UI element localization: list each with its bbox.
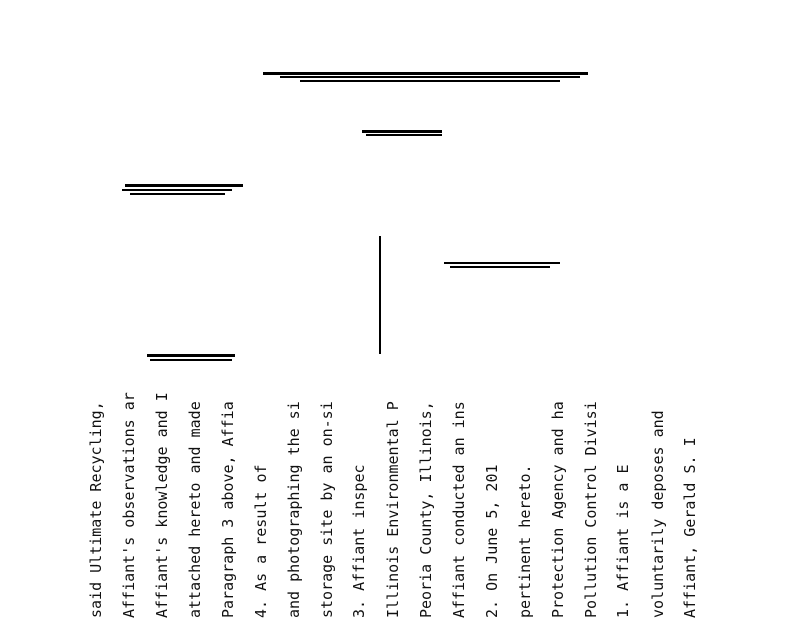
- body-line: storage site by an on-si: [318, 401, 336, 618]
- body-line: Affiant, Gerald S. I: [681, 437, 699, 618]
- body-line: Affiant's knowledge and I: [153, 392, 171, 618]
- body-line: and photographing the si: [285, 401, 303, 618]
- body-line: 2. On June 5, 201: [483, 464, 501, 618]
- body-line: 1. Affiant is a E: [614, 464, 632, 618]
- body-line: Illinois Environmental P: [384, 401, 402, 618]
- body-line: attached hereto and made: [186, 401, 204, 618]
- body-line: pertinent hereto.: [516, 464, 534, 618]
- body-line: Peoria County, Illinois,: [417, 401, 435, 618]
- body-line: Pollution Control Divisi: [582, 401, 600, 618]
- body-line: Affiant's observations ar: [120, 392, 138, 618]
- body-line: Protection Agency and ha: [549, 401, 567, 618]
- body-line: 3. Affiant inspec: [350, 464, 368, 618]
- body-line: Paragraph 3 above, Affia: [219, 401, 237, 618]
- body-line: Affiant conducted an ins: [450, 401, 468, 618]
- body-line: voluntarily deposes and: [649, 410, 667, 618]
- body-line: said Ultimate Recycling,: [87, 401, 105, 618]
- body-line: 4. As a result of: [252, 464, 270, 618]
- vertical-rule: [379, 236, 381, 354]
